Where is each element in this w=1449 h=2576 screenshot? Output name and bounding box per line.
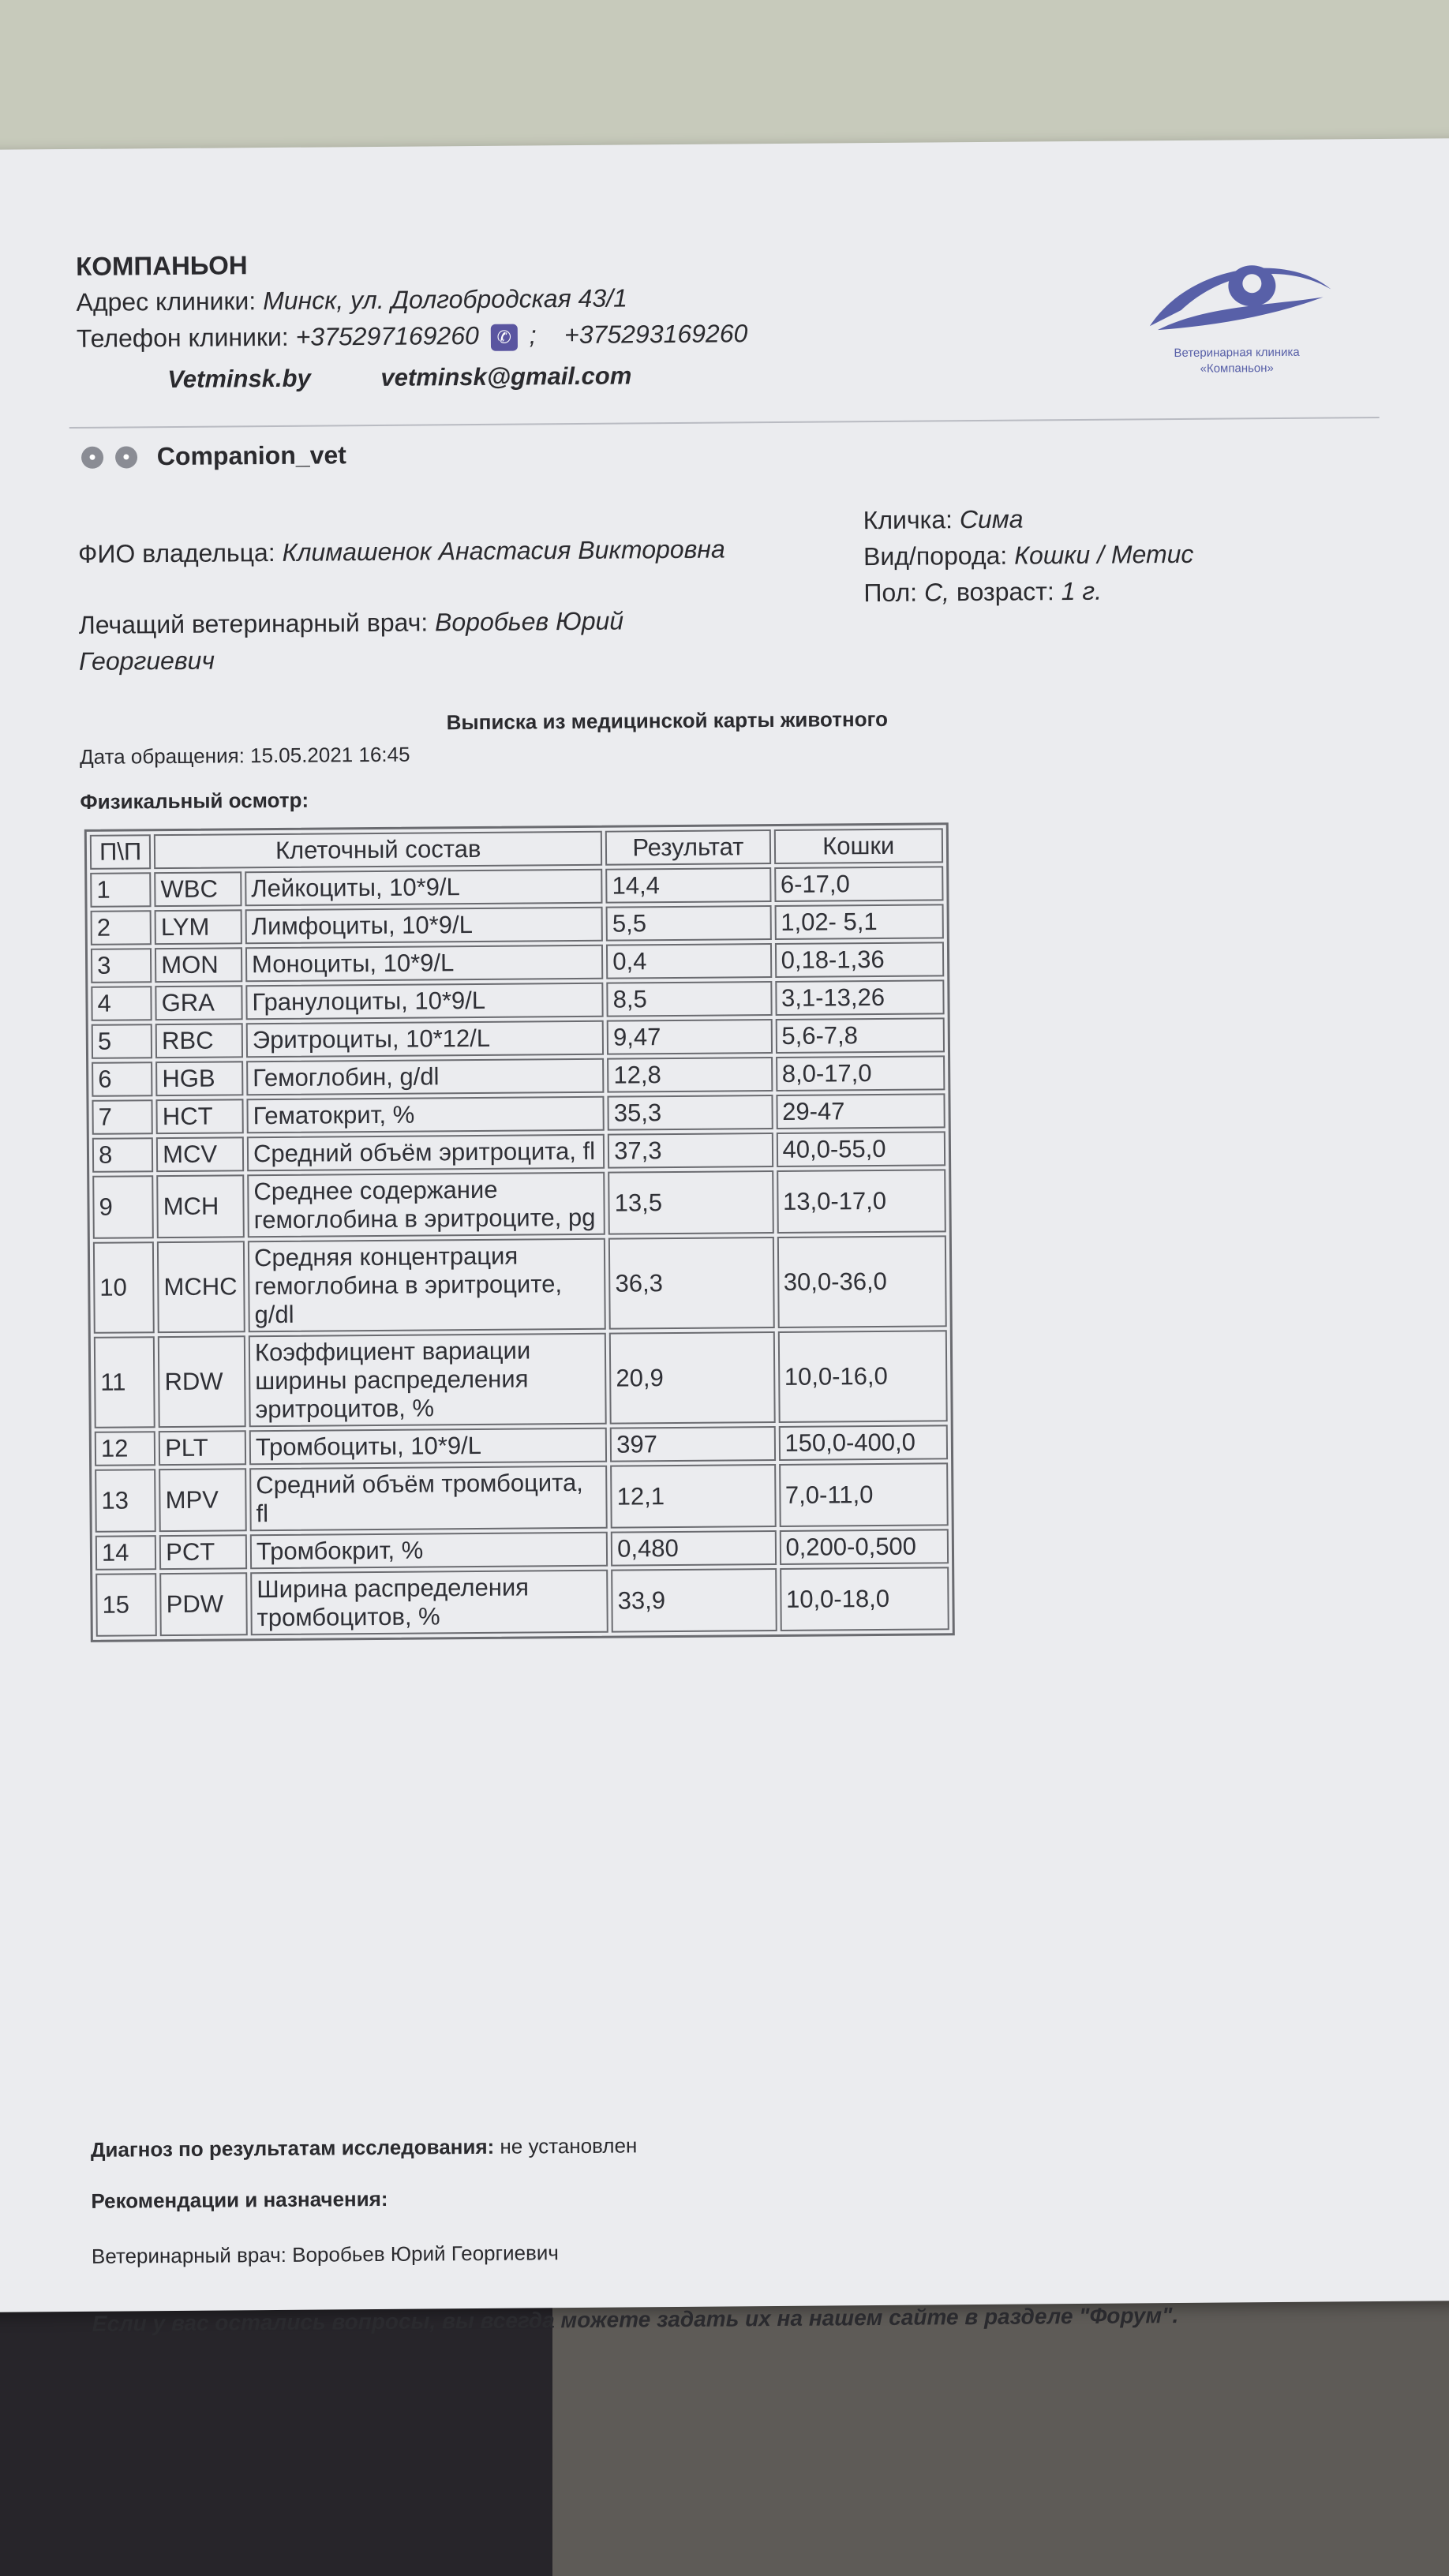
cell-number: 10 [93,1241,155,1334]
cell-parameter: Средний объём тромбоцита, fl [249,1466,608,1532]
cell-parameter: Средняя концентрация гемоглобина в эритроците, g/dl [248,1238,606,1333]
diagnosis [91,2133,638,2162]
vet-value-2: Георгиевич [78,646,215,676]
phone-2: +375293169260 [564,319,748,350]
table-row [95,1567,949,1636]
cell-reference: 1,02- 5,1 [774,904,944,940]
logo-caption-line-2: «Компаньон» [1200,361,1274,376]
cell-abbreviation: MON [155,947,242,983]
cell-reference: 30,0-36,0 [777,1235,946,1328]
cell-reference: 150,0-400,0 [778,1425,948,1461]
cell-reference: 10,0-16,0 [777,1330,947,1423]
table-row [92,1093,945,1134]
clinic-web-row [167,361,631,394]
cell-number: 7 [92,1099,153,1135]
footer-note: Если у вас остались вопросы, вы всегда можете задать их на нашем сайте в разделе "Форум". [92,2303,1179,2336]
header-divider [69,417,1380,429]
attending-vet [79,602,624,679]
cell-abbreviation: PCT [159,1534,247,1570]
cell-result: 13,5 [608,1170,773,1235]
cell-result: 14,4 [605,867,771,904]
exam-heading: Физикальный осмотр: [80,788,309,814]
cell-parameter: Эритроциты, 10*12/L [246,1020,605,1058]
cell-abbreviation: MCH [156,1174,244,1238]
cell-reference: 13,0-17,0 [777,1169,946,1234]
age-label: возраст: [956,577,1054,607]
viber-icon: ✆ [491,324,518,350]
cell-number: 9 [92,1175,154,1239]
eye-logo-icon [1133,249,1339,346]
cell-reference: 0,200-0,500 [779,1529,949,1565]
social-handle: Companion_vet [156,440,347,471]
instagram-icon: ● [81,446,103,468]
table-row [92,1169,946,1238]
table-row [93,1235,947,1333]
table-row [92,1017,945,1058]
header-result: Результат [605,829,771,866]
cell-result: 20,9 [609,1331,775,1425]
email-link: vetminsk@gmail.com [380,361,632,391]
attending-vet-line-1 [79,602,624,642]
table-row [91,979,944,1020]
cell-result: 33,9 [611,1568,777,1633]
website-link: Vetminsk.by [167,364,311,394]
cell-reference: 10,0-18,0 [780,1567,949,1631]
cell-abbreviation: HCT [156,1099,244,1134]
cell-parameter: Гематокрит, % [246,1096,605,1134]
logo-caption [1134,344,1339,377]
vet-label: Лечащий ветеринарный врач: [78,608,429,639]
cell-abbreviation: PLT [159,1430,246,1466]
table-header-row [90,828,943,869]
cell-number: 6 [92,1061,153,1097]
cell-abbreviation: WBC [154,871,242,907]
cell-number: 11 [94,1336,155,1428]
table-row [94,1330,948,1428]
table-row [92,1131,945,1172]
cell-parameter: Тромбоциты, 10*9/L [249,1428,608,1466]
cell-abbreviation: RBC [155,1023,243,1058]
cell-number: 4 [91,986,152,1021]
cell-parameter: Моноциты, 10*9/L [245,945,604,983]
sex-value: С, [923,578,950,607]
cell-parameter: Гемоглобин, g/dl [246,1058,605,1096]
cell-reference: 8,0-17,0 [776,1055,945,1091]
cell-abbreviation: HGB [155,1061,243,1096]
cell-result: 9,47 [607,1019,773,1055]
address-value: Минск, ул. Долгобродская 43/1 [262,283,628,316]
pet-info [863,500,1194,611]
cell-parameter: Тромбокрит, % [250,1532,608,1570]
table-row [90,866,943,907]
phone-separator: ; [529,320,537,350]
cell-result: 12,1 [610,1464,776,1529]
diagnosis-label: Диагноз по результатам исследования: [90,2134,495,2162]
blood-test-table [84,822,955,1642]
cell-abbreviation: GRA [155,985,243,1020]
species-value: Кошки / Метис [1013,539,1194,570]
table-row [91,904,944,945]
header-composition: Клеточный состав [154,831,602,869]
phone-1: +375297169260 [295,320,480,351]
cell-abbreviation: RDW [158,1335,246,1428]
species-label: Вид/порода: [863,541,1008,571]
table-row [91,942,944,983]
cell-parameter: Гранулоциты, 10*9/L [245,983,604,1020]
table-row [92,1055,945,1096]
recommendations-heading: Рекомендации и назначения: [91,2186,388,2213]
cell-abbreviation: MPV [159,1468,246,1532]
table-row [95,1425,948,1466]
table-body [90,866,949,1636]
cell-number: 15 [95,1573,157,1637]
cell-number: 12 [95,1431,156,1466]
cell-number: 8 [92,1137,154,1173]
cell-number: 1 [90,872,152,908]
clinic-address [76,283,627,316]
cell-number: 14 [95,1535,157,1571]
cell-result: 35,3 [608,1095,773,1131]
cell-parameter: Средний объём эритроцита, fl [247,1134,605,1172]
cell-abbreviation: MCHC [157,1241,245,1333]
cell-number: 5 [92,1024,153,1059]
cell-reference: 6-17,0 [774,866,944,902]
cell-result: 5,5 [606,905,772,942]
cell-number: 3 [91,948,152,983]
diagnosis-value: не установлен [500,2133,638,2159]
cell-result: 8,5 [607,981,773,1017]
vk-icon: ● [115,446,137,468]
cell-parameter: Лимфоциты, 10*9/L [245,907,604,945]
header-number: П\П [90,834,152,870]
cell-result: 36,3 [608,1237,774,1330]
cell-result: 37,3 [608,1133,773,1169]
cell-parameter: Среднее содержание гемоглобина в эритроците, pg [247,1172,605,1238]
address-label: Адрес клиники: [76,286,256,316]
clinic-phones [77,319,748,354]
cell-reference: 0,18-1,36 [774,942,944,978]
owner-label: ФИО владельца: [77,537,275,568]
cell-result: 0,4 [606,943,772,979]
cell-reference: 5,6-7,8 [775,1017,945,1054]
social-row [81,439,346,472]
cell-number: 13 [95,1469,156,1533]
cell-number: 2 [91,910,152,945]
cell-parameter: Ширина распределения тромбоцитов, % [250,1570,608,1636]
sex-label: Пол: [863,578,918,608]
logo-caption-line-1: Ветеринарная клиника [1174,345,1300,361]
cell-parameter: Лейкоциты, 10*9/L [245,869,603,907]
owner-value: Климашенок Анастасия Викторовна [282,534,725,567]
cell-abbreviation: LYM [155,909,242,945]
owner-line [78,534,725,568]
cell-reference: 40,0-55,0 [776,1131,945,1167]
attending-vet-line-2 [79,638,624,679]
signed-by: Ветеринарный врач: Воробьев Юрий Георгиевич [91,2241,560,2268]
vet-value-1: Воробьев Юрий [434,606,624,637]
species-line [863,536,1194,575]
clinic-name: КОМПАНЬОН [76,250,248,281]
pet-name-value: Сима [959,504,1024,534]
clinic-logo [1133,249,1339,385]
cell-abbreviation: MCV [156,1136,244,1172]
table-row [95,1529,949,1570]
cell-result: 0,480 [611,1530,777,1567]
sex-age-line [863,572,1194,611]
cell-reference: 7,0-11,0 [779,1462,949,1527]
cell-reference: 29-47 [776,1093,945,1129]
visit-date: Дата обращения: 15.05.2021 16:45 [79,742,410,769]
pet-name-label: Кличка: [863,505,953,535]
table-row [95,1462,949,1532]
cell-result: 12,8 [607,1057,773,1093]
phone-label: Телефон клиники: [76,322,289,353]
document-title: Выписка из медицинской карты животного [446,706,889,735]
cell-parameter: Коэффициент вариации ширины распределения эритроцитов, % [249,1333,607,1428]
header-reference: Кошки [773,828,943,864]
cell-reference: 3,1-13,26 [775,979,945,1016]
cell-result: 397 [610,1426,776,1462]
document-paper [0,138,1449,2336]
pet-name-line [863,500,1194,538]
age-value: 1 г. [1061,576,1103,606]
cell-abbreviation: PDW [159,1572,247,1636]
